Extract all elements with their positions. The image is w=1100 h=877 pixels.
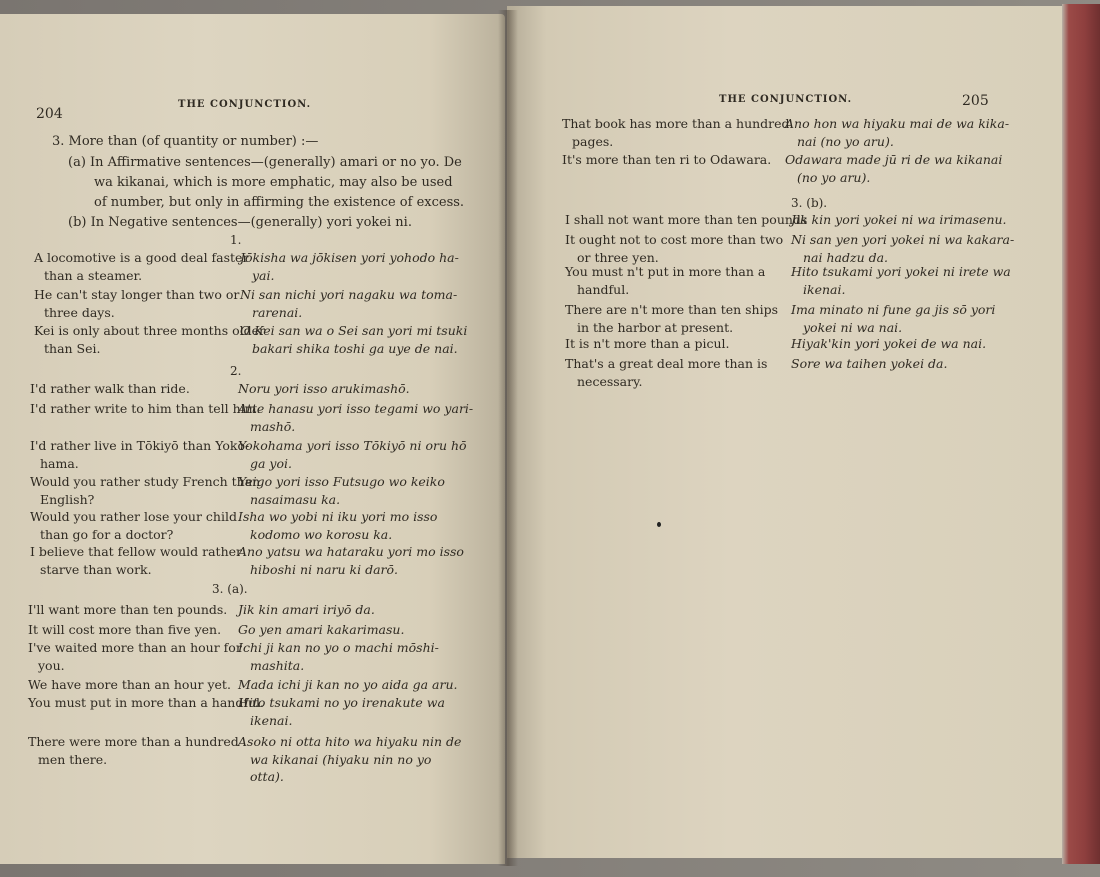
- ink-speck: [657, 522, 661, 527]
- book-gutter: [498, 10, 518, 866]
- example-english: hama.: [40, 455, 79, 471]
- example-japanese: ga yoi.: [250, 455, 292, 471]
- example-japanese: Jik kin amari iriyō da.: [238, 602, 375, 617]
- group-number: 3. (b).: [791, 196, 828, 210]
- group-number: 1.: [230, 233, 242, 247]
- example-english: necessary.: [577, 373, 643, 389]
- example-japanese: hiboshi ni naru ki darō.: [250, 561, 399, 577]
- page-number: 204: [36, 106, 63, 122]
- example-japanese: bakari shika toshi ga uye de nai.: [252, 340, 458, 356]
- example-english: English?: [40, 491, 95, 507]
- example-japanese: Hito tsukami no yo irenakute wa: [238, 695, 445, 710]
- example-english: or three yen.: [577, 249, 659, 265]
- example-japanese: wa kikanai (hiyaku nin no yo: [250, 751, 432, 767]
- example-english: pages.: [572, 133, 614, 149]
- example-english: We have more than an hour yet.: [28, 677, 231, 692]
- example-japanese: yokei ni wa nai.: [803, 319, 903, 335]
- example-japanese: Asoko ni otta hito wa hiyaku nin de: [238, 734, 462, 749]
- subsection-a-line: of number, but only in affirming the existence of excess.: [94, 195, 465, 210]
- example-japanese: Isha wo yobi ni iku yori mo isso: [238, 509, 438, 524]
- example-english: That's a great deal more than is: [565, 356, 768, 371]
- example-japanese: Yokohama yori isso Tōkiyō ni oru hō: [238, 438, 467, 453]
- example-english: than go for a doctor?: [40, 526, 174, 542]
- example-english: A locomotive is a good deal faster: [34, 250, 249, 265]
- example-english: you.: [38, 657, 65, 673]
- example-english: I've waited more than an hour for: [28, 640, 242, 655]
- book-cover-edge: [1062, 4, 1100, 864]
- example-english: It will cost more than five yen.: [28, 622, 222, 637]
- example-english: There were more than a hundred: [28, 734, 239, 749]
- example-japanese: nai (no yo aru).: [797, 133, 894, 149]
- example-english: You must put in more than a handful.: [28, 695, 265, 710]
- example-japanese: otta).: [250, 769, 284, 784]
- example-japanese: O Kei san wa o Sei san yori mi tsuki: [240, 323, 468, 338]
- example-japanese: Ni san nichi yori nagaku wa toma-: [240, 287, 458, 302]
- example-english: I shall not want more than ten pounds: [565, 212, 808, 227]
- example-english: That book has more than a hundred: [562, 116, 790, 131]
- example-english: men there.: [38, 751, 108, 767]
- example-english: I'd rather write to him than tell him.: [30, 401, 261, 416]
- example-english: in the harbor at present.: [577, 319, 734, 335]
- example-japanese: (no yo aru).: [797, 169, 871, 185]
- example-japanese: Mada ichi ji kan no yo aida ga aru.: [238, 677, 458, 692]
- example-japanese: Yeigo yori isso Futsugo wo keiko: [238, 474, 445, 489]
- example-english: I'd rather walk than ride.: [30, 381, 190, 396]
- example-japanese: Go yen amari kakarimasu.: [238, 622, 405, 637]
- example-japanese: Noru yori isso arukimashō.: [238, 381, 410, 396]
- subsection-a-line: (a) In Affirmative sentences—(generally) amari or no yo. De: [68, 155, 462, 170]
- example-japanese: Ano hon wa hiyaku mai de wa kika-: [785, 116, 1010, 131]
- right-page: [507, 6, 1069, 858]
- example-english: Would you rather study French than: [30, 474, 261, 489]
- example-english: three days.: [44, 304, 115, 320]
- example-japanese: mashō.: [250, 418, 296, 434]
- example-japanese: Hito tsukami yori yokei ni irete wa: [791, 264, 1011, 279]
- group-number: 3. (a).: [212, 582, 248, 596]
- example-english: I'd rather live in Tōkiyō than Yoko-: [30, 438, 250, 453]
- example-japanese: Jōkisha wa jōkisen yori yohodo ha-: [240, 250, 459, 265]
- example-japanese: nasaimasu ka.: [250, 491, 341, 507]
- example-english: than a steamer.: [44, 267, 143, 283]
- example-english: It is n't more than a picul.: [565, 336, 730, 351]
- example-english: He can't stay longer than two or: [34, 287, 240, 302]
- group-number: 2.: [230, 364, 242, 378]
- example-english: starve than work.: [40, 561, 152, 577]
- example-japanese: Atte hanasu yori isso tegami wo yari-: [238, 401, 474, 416]
- example-japanese: nai hadzu da.: [803, 249, 889, 265]
- example-japanese: rarenai.: [252, 304, 303, 320]
- example-japanese: Sore wa taihen yokei da.: [791, 356, 948, 371]
- example-english: It's more than ten ri to Odawara.: [562, 152, 772, 167]
- example-japanese: Hiyak'kin yori yokei de wa nai.: [791, 336, 987, 351]
- running-head: THE CONJUNCTION.: [719, 94, 853, 105]
- running-head: THE CONJUNCTION.: [178, 99, 312, 110]
- subsection-a-line: wa kikanai, which is more emphatic, may also be used: [94, 175, 453, 190]
- subsection-b: (b) In Negative sentences—(generally) yori yokei ni.: [68, 215, 412, 230]
- example-japanese: Odawara made jū ri de wa kikanai: [785, 152, 1003, 167]
- example-english: You must n't put in more than a: [565, 264, 766, 279]
- example-english: It ought not to cost more than two: [565, 232, 784, 247]
- example-japanese: Ano yatsu wa hataraku yori mo isso: [238, 544, 464, 559]
- example-english: Kei is only about three months older: [34, 323, 265, 338]
- example-english: Would you rather lose your child: [30, 509, 237, 524]
- example-japanese: kodomo wo korosu ka.: [250, 526, 393, 542]
- example-english: than Sei.: [44, 340, 101, 356]
- page-number: 205: [962, 93, 989, 109]
- example-english: handful.: [577, 281, 630, 297]
- example-japanese: mashita.: [250, 657, 305, 673]
- example-japanese: ikenai.: [803, 281, 846, 297]
- example-english: There are n't more than ten ships: [565, 302, 779, 317]
- example-japanese: Ima minato ni fune ga jis sō yori: [791, 302, 996, 317]
- example-japanese: Ni san yen yori yokei ni wa kakara-: [791, 232, 1015, 247]
- example-english: I believe that fellow would rather: [30, 544, 242, 559]
- example-japanese: Jik kin yori yokei ni wa irimasenu.: [791, 212, 1007, 227]
- example-japanese: Ichi ji kan no yo o machi mōshi-: [238, 640, 439, 655]
- example-japanese: yai.: [252, 267, 275, 283]
- example-japanese: ikenai.: [250, 712, 293, 728]
- left-page: [0, 14, 505, 864]
- example-english: I'll want more than ten pounds.: [28, 602, 228, 617]
- section-title: 3. More than (of quantity or number) :—: [52, 134, 319, 149]
